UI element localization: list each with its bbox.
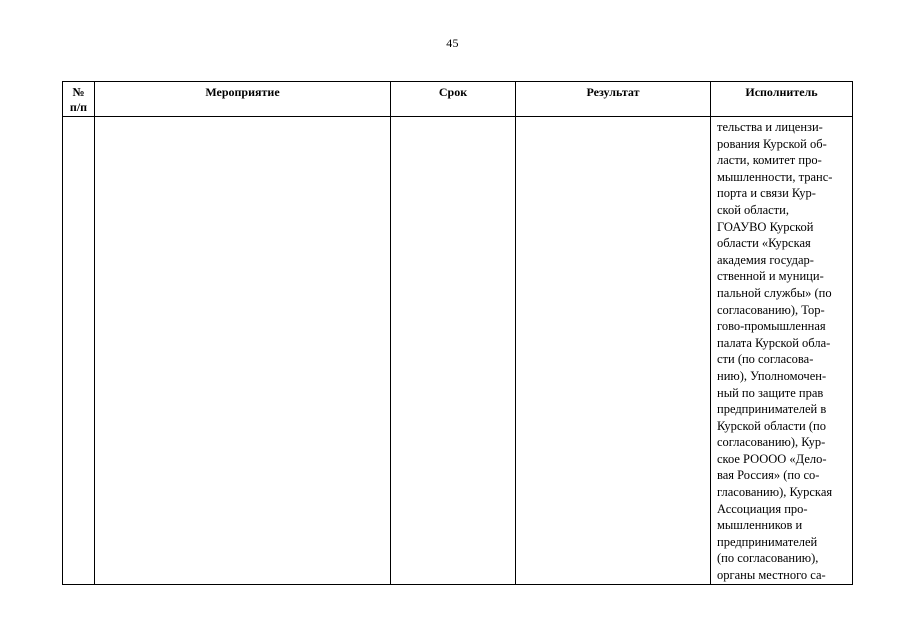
cell-executor — [711, 117, 853, 585]
executor-text: тельства и лицензи- рования Курской об- ласти, комитет про- мышленности, транс- порта и связи Кур- ской области, ГОАУВО Курской области «Курская академия государ- ственной и муници- пальной службы» (по согласованию), Тор- гово-промышленная палата Курской обла- сти (по согласова- нию), Уполномочен- ный по защите прав предпринимателей в Курской области (по согласованию), Кур- ское РОООО «Дело- вая Россия» (по со- гласованию), Курская Ассоциация про- мышленников и предпринимателей (по согласованию), органы местного са- — [717, 120, 833, 583]
header-result: Результат — [516, 82, 711, 117]
header-event: Мероприятие — [95, 82, 391, 117]
header-number: № п/п — [63, 82, 95, 117]
header-executor: Исполнитель — [711, 82, 853, 117]
cell-term — [391, 117, 516, 585]
cell-result — [516, 117, 711, 585]
page-number: 45 — [446, 36, 459, 50]
table-header-row — [63, 82, 853, 117]
header-term: Срок — [391, 82, 516, 117]
cell-event — [95, 117, 391, 585]
plan-table — [62, 81, 853, 585]
table-row — [63, 117, 853, 585]
cell-number — [63, 117, 95, 585]
